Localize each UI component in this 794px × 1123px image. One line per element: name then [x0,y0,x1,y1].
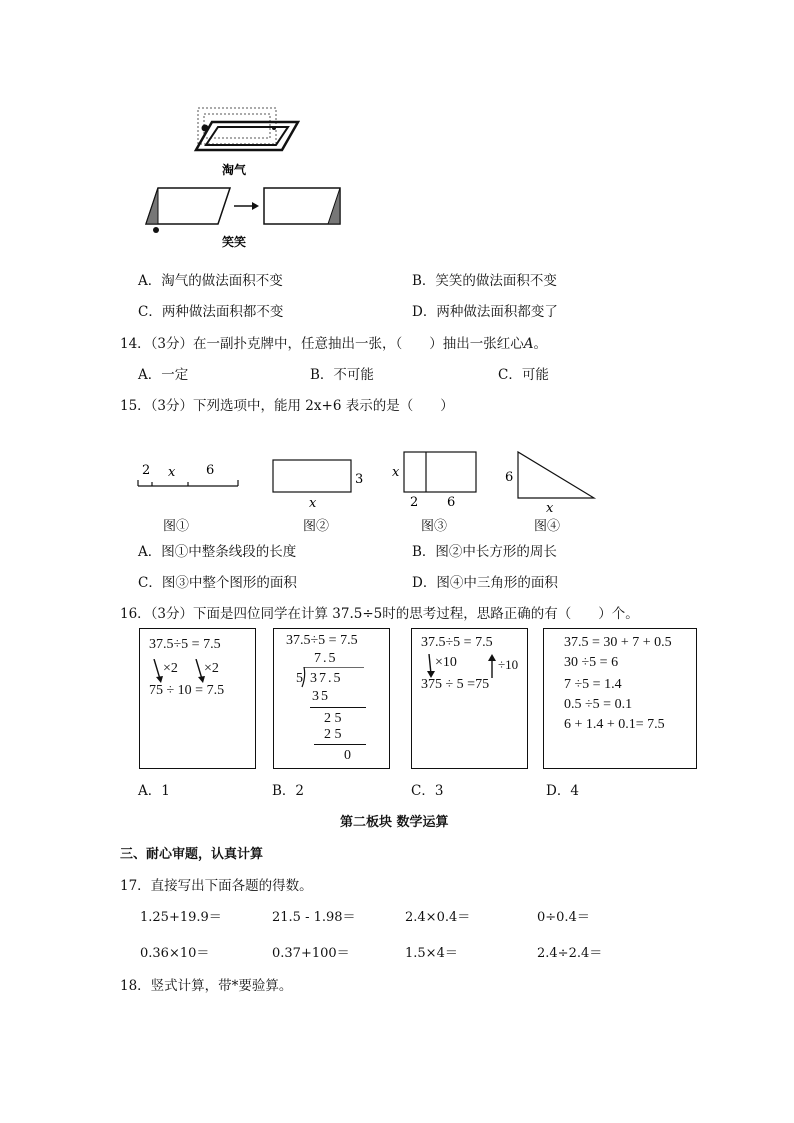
fig2-label-x: x [309,496,317,511]
fig1-caption: 图① [163,519,190,534]
q17-item: 0.37+100＝ [272,946,350,961]
q15-option-b[interactable]: B．图②中长方形的周长 [412,544,557,560]
box3-mult-left: ×10 [435,655,457,670]
q14-stem-italic: A [523,336,534,352]
q15-figure-2-rectangle [268,454,368,512]
q15-option-a[interactable]: A．图①中整条线段的长度 [138,544,297,560]
fig4-label-6: 6 [505,470,514,485]
fig3-label-6: 6 [447,495,456,510]
q13-option-d[interactable]: D．两种做法面积都变了 [412,304,558,320]
q16-work-box-1 [139,628,256,769]
box3-line2: 375 ÷ 5 =75 [421,677,490,692]
q18-stem: 18．竖式计算，带*要验算。 [120,978,293,994]
xiaoxiao-cut-figure [138,182,348,252]
box4-line2: 30 ÷5 = 6 [564,655,619,670]
box4-line3: 7 ÷5 = 1.4 [564,677,622,692]
q16-work-box-2 [273,628,390,769]
fig2-caption: 图② [303,519,330,534]
box1-line1: 37.5÷5 = 7.5 [149,637,221,652]
taoqi-label: 淘气 [222,163,247,177]
q15-option-d[interactable]: D．图④中三角形的面积 [412,575,558,591]
fig3-caption: 图③ [421,519,448,534]
box2-step2: 2 5 [324,711,342,726]
q15-figure-4-triangle [502,448,598,516]
box4-line5: 6 + 1.4 + 0.1= 7.5 [564,717,665,732]
q17-item: 0.36×10＝ [140,946,210,961]
q16-option-a[interactable]: A．1 [138,783,170,799]
taoqi-frame-figure [190,100,300,180]
box4-line4: 0.5 ÷5 = 0.1 [564,697,633,712]
q14-stem-text: 14．（3分）在一副扑克牌中，任意抽出一张，（ ）抽出一张红心 [120,336,524,352]
q17-item: 2.4÷2.4＝ [537,946,603,961]
q16-option-c[interactable]: C．3 [411,783,444,799]
fig2-label-3: 3 [355,472,364,487]
fig3-label-2: 2 [410,495,419,510]
box1-mult-left: ×2 [163,661,178,676]
box1-mult-right: ×2 [204,661,219,676]
q13-option-b[interactable]: B．笑笑的做法面积不变 [412,273,557,289]
box2-step1: 35 [312,689,330,704]
box3-line1: 37.5÷5 = 7.5 [421,635,493,650]
q16-work-box-3 [411,628,528,769]
q15-option-c[interactable]: C．图③中整个图形的面积 [138,575,297,591]
fig4-label-x: x [546,501,554,516]
fig1-label-6: 6 [206,463,215,478]
fig1-label-2: 2 [142,463,151,478]
box2-line1: 37.5÷5 = 7.5 [286,633,358,648]
box3-div-right: ÷10 [498,657,519,672]
q13-option-c[interactable]: C．两种做法面积都不变 [138,304,284,320]
q17-item: 21.5 - 1.98＝ [272,910,356,925]
xiaoxiao-label: 笑笑 [222,235,247,249]
q13-option-a[interactable]: A．淘气的做法面积不变 [138,273,283,289]
q17-item: 0÷0.4＝ [537,910,590,925]
fig4-caption: 图④ [534,519,561,534]
box2-dividend: 37.5 [310,671,343,686]
q16-option-d[interactable]: D．4 [546,783,579,799]
q16-option-b[interactable]: B．2 [272,783,305,799]
box2-rule-2 [314,744,366,745]
up-arrow-icon [485,654,499,678]
box2-remainder: 0 [344,748,351,763]
q15-stem: 15．（3分）下列选项中，能用 2x+6 表示的是（ ） [120,398,454,414]
q15-figure-3-split-rectangle [388,448,484,512]
q17-item: 2.4×0.4＝ [405,910,471,925]
q14-option-b[interactable]: B．不可能 [310,367,374,383]
q17-item: 1.25+19.9＝ [140,910,222,925]
box2-divisor: 5 [296,671,303,686]
box4-line1: 37.5 = 30 + 7 + 0.5 [564,635,672,650]
section-heading: 三、耐心审题，认真计算 [120,847,264,862]
box2-rule-1 [310,707,366,708]
box2-quotient: 7.5 [314,651,338,666]
q14-stem-end: 。 [533,336,548,352]
fig1-label-x: x [168,465,176,480]
q16-stem: 16．（3分）下面是四位同学在计算 37.5÷5时的思考过程，思路正确的有（ ）个。 [120,606,639,622]
q16-work-box-4 [543,628,697,769]
section-title: 第二板块 数学运算 [340,815,449,830]
fig3-label-x: x [392,465,400,480]
box2-step3: 2 5 [324,727,342,742]
q14-option-c[interactable]: C．可能 [498,367,549,383]
q17-stem: 17．直接写出下面各题的得数。 [120,878,313,894]
q17-item: 1.5×4＝ [405,946,458,961]
q14-option-a[interactable]: A．一定 [138,367,189,383]
q15-figure-1-segment [132,456,244,496]
q14-stem [120,332,547,352]
box1-line2: 75 ÷ 10 = 7.5 [149,683,225,698]
